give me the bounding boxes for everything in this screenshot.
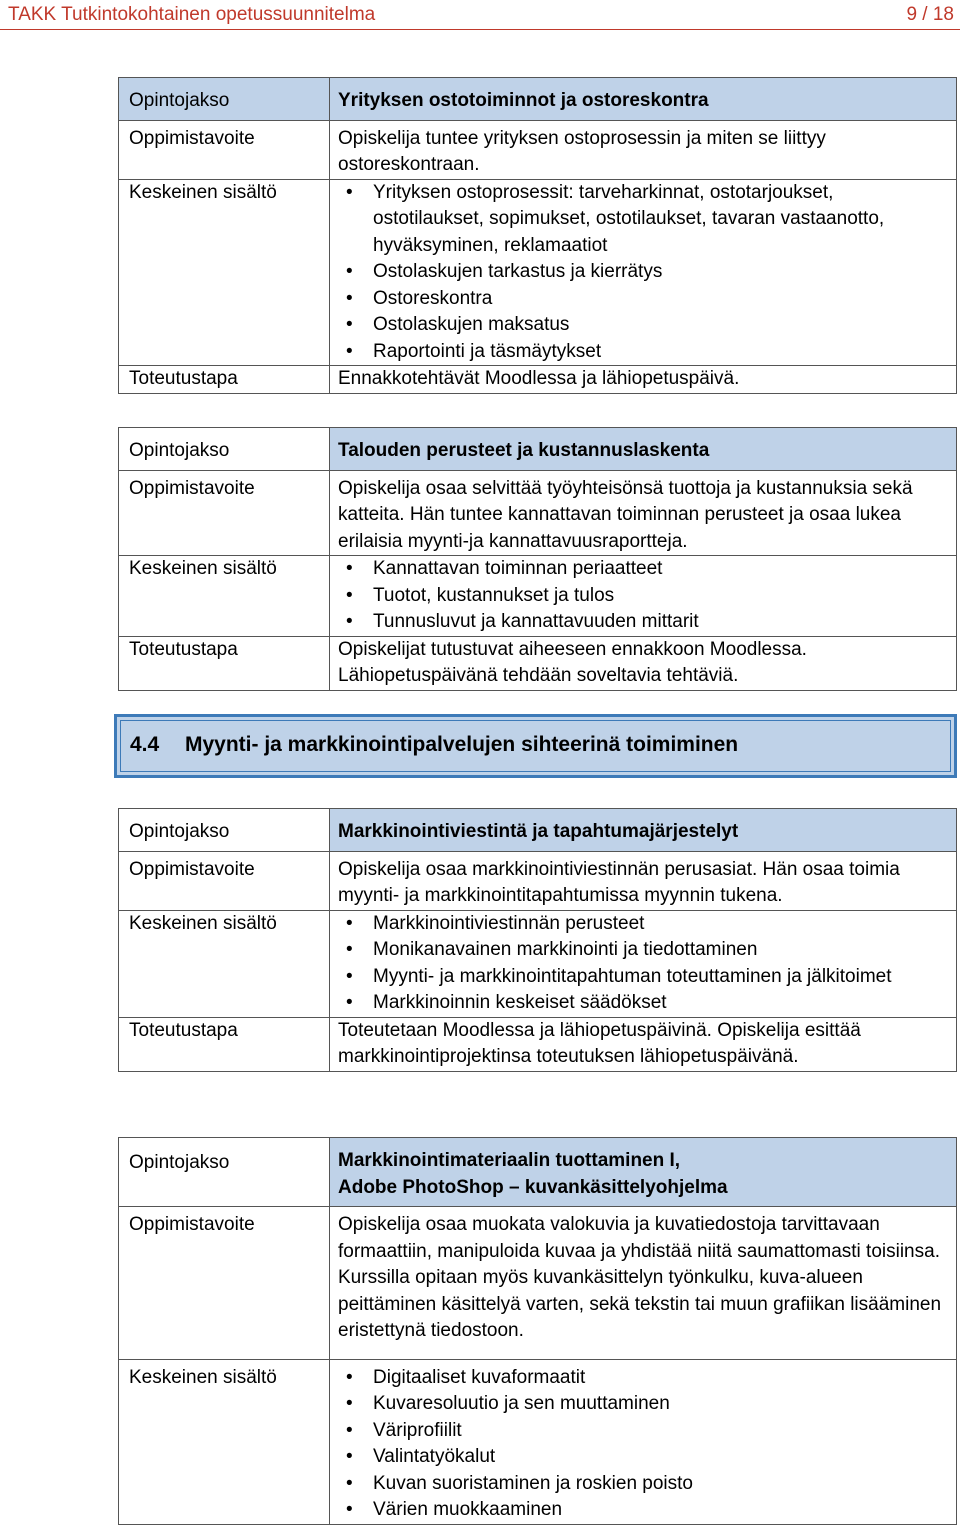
course-header-row bbox=[119, 1138, 957, 1207]
course-row-keskeinen-sisalto bbox=[119, 910, 957, 1017]
label-keskeinen-sisalto: Keskeinen sisältö bbox=[119, 1359, 330, 1524]
core-content bbox=[330, 179, 957, 366]
label-opintojakso: Opintojakso bbox=[119, 809, 330, 852]
course-header-row bbox=[119, 78, 957, 121]
label-opintojakso: Opintojakso bbox=[119, 1138, 330, 1207]
course-table-1 bbox=[118, 77, 957, 394]
label-oppimistavoite: Oppimistavoite bbox=[119, 851, 330, 910]
list-item: • Markkinoinnin keskeiset säädökset bbox=[338, 990, 948, 1017]
list-item: • Myynti- ja markkinointitapahtuman toteuttaminen ja jälkitoimet bbox=[338, 964, 948, 991]
label-opintojakso: Opintojakso bbox=[119, 78, 330, 121]
label-keskeinen-sisalto: Keskeinen sisältö bbox=[119, 910, 330, 1017]
course-row-keskeinen-sisalto bbox=[119, 179, 957, 366]
learning-objective: Opiskelija osaa selvittää työyhteisönsä tuottoja ja kustannuksia sekä katteita. Hän tuntee kannattavan toiminnan perusteet ja osaa lukea erilaisia myynti-ja kannattavuusraportteja. bbox=[330, 470, 957, 556]
list-item: • Digitaaliset kuvaformaatit bbox=[338, 1365, 948, 1392]
course-title: Talouden perusteet ja kustannuslaskenta bbox=[330, 428, 957, 471]
list-item: • Markkinointiviestinnän perusteet bbox=[338, 911, 948, 938]
implementation: Opiskelijat tutustuvat aiheeseen ennakkoon Moodlessa. Lähiopetuspäivänä tehdään soveltavia tehtäviä. bbox=[330, 636, 957, 690]
label-keskeinen-sisalto: Keskeinen sisältö bbox=[119, 179, 330, 366]
content-list bbox=[338, 180, 948, 366]
label-toteutustapa: Toteutustapa bbox=[119, 636, 330, 690]
implementation: Ennakkotehtävät Moodlessa ja lähiopetuspäivä. bbox=[330, 366, 957, 394]
content-list bbox=[338, 1365, 948, 1524]
document-title: TAKK Tutkintokohtainen opetussuunnitelma bbox=[8, 4, 376, 25]
list-item: • Väriprofiilit bbox=[338, 1418, 948, 1445]
course-row-toteutustapa bbox=[119, 636, 957, 690]
course-table-3 bbox=[118, 808, 957, 1072]
label-opintojakso: Opintojakso bbox=[119, 428, 330, 471]
list-item: • Monikanavainen markkinointi ja tiedottaminen bbox=[338, 937, 948, 964]
list-item: • Ostolaskujen maksatus bbox=[338, 312, 948, 339]
course-row-oppimistavoite bbox=[119, 120, 957, 179]
list-item: • Ostoreskontra bbox=[338, 286, 948, 313]
course-table-2 bbox=[118, 427, 957, 691]
section-number: 4.4 bbox=[130, 733, 160, 756]
label-toteutustapa: Toteutustapa bbox=[119, 366, 330, 394]
header-rule bbox=[0, 29, 960, 30]
label-toteutustapa: Toteutustapa bbox=[119, 1017, 330, 1071]
list-item: • Värien muokkaaminen bbox=[338, 1497, 948, 1524]
section-title: Myynti- ja markkinointipalvelujen sihteerinä toimiminen bbox=[185, 733, 739, 756]
content-list bbox=[338, 556, 948, 636]
course-header-row bbox=[119, 809, 957, 852]
course-row-toteutustapa bbox=[119, 366, 957, 394]
core-content bbox=[330, 910, 957, 1017]
list-item: • Kuvan suoristaminen ja roskien poisto bbox=[338, 1471, 948, 1498]
label-oppimistavoite: Oppimistavoite bbox=[119, 1207, 330, 1360]
page-header bbox=[0, 0, 960, 32]
content-list bbox=[338, 911, 948, 1017]
course-row-oppimistavoite bbox=[119, 851, 957, 910]
label-oppimistavoite: Oppimistavoite bbox=[119, 120, 330, 179]
list-item: • Tuotot, kustannukset ja tulos bbox=[338, 583, 948, 610]
core-content bbox=[330, 1359, 957, 1524]
implementation: Toteutetaan Moodlessa ja lähiopetuspäivinä. Opiskelija esittää markkinointiprojektinsa toteutuksen lähiopetuspäivänä. bbox=[330, 1017, 957, 1071]
course-title bbox=[330, 1138, 957, 1207]
course-title-line-1: Markkinointimateriaalin tuottaminen I, bbox=[338, 1150, 681, 1171]
page-number: 9 / 18 bbox=[906, 4, 954, 25]
core-content bbox=[330, 556, 957, 637]
list-item: • Tunnusluvut ja kannattavuuden mittarit bbox=[338, 609, 948, 636]
course-row-keskeinen-sisalto bbox=[119, 1359, 957, 1524]
learning-objective: Opiskelija osaa muokata valokuvia ja kuvatiedostoja tarvittavaan formaattiin, manipuloida kuvaa ja yhdistää niitä saumattomasti toisiinsa. Kurssilla opitaan myös kuvankäsittelyn työnkulku, kuva-alueen peittäminen käsittelyä varten, sekä tekstin tai muun grafiikan lisääminen eristettynä tiedostoon. bbox=[330, 1207, 957, 1360]
list-item: • Raportointi ja täsmäytykset bbox=[338, 339, 948, 366]
list-item: • Yrityksen ostoprosessit: tarveharkinnat, ostotarjoukset, ostotilaukset, sopimukset, ostotilaukset, tavaran vastaanotto, hyväksyminen, reklamaatiot bbox=[338, 180, 948, 260]
course-title: Markkinointiviestintä ja tapahtumajärjestelyt bbox=[330, 809, 957, 852]
course-title-line-2: Adobe PhotoShop – kuvankäsittelyohjelma bbox=[338, 1176, 728, 1198]
list-item: • Kannattavan toiminnan periaatteet bbox=[338, 556, 948, 583]
list-item: • Kuvaresoluutio ja sen muuttaminen bbox=[338, 1391, 948, 1418]
section-heading bbox=[114, 714, 957, 778]
learning-objective: Opiskelija osaa markkinointiviestinnän perusasiat. Hän osaa toimia myynti- ja markkinointitapahtumissa myynnin tukena. bbox=[330, 851, 957, 910]
course-row-oppimistavoite bbox=[119, 470, 957, 556]
label-keskeinen-sisalto: Keskeinen sisältö bbox=[119, 556, 330, 637]
list-item: • Valintatyökalut bbox=[338, 1444, 948, 1471]
course-row-keskeinen-sisalto bbox=[119, 556, 957, 637]
course-row-toteutustapa bbox=[119, 1017, 957, 1071]
list-item: • Ostolaskujen tarkastus ja kierrätys bbox=[338, 259, 948, 286]
label-oppimistavoite: Oppimistavoite bbox=[119, 470, 330, 556]
course-row-oppimistavoite bbox=[119, 1207, 957, 1360]
learning-objective: Opiskelija tuntee yrityksen ostoprosessin ja miten se liittyy ostoreskontraan. bbox=[330, 120, 957, 179]
course-table-4 bbox=[118, 1137, 957, 1525]
course-title: Yrityksen ostotoiminnot ja ostoreskontra bbox=[330, 78, 957, 121]
course-header-row bbox=[119, 428, 957, 471]
